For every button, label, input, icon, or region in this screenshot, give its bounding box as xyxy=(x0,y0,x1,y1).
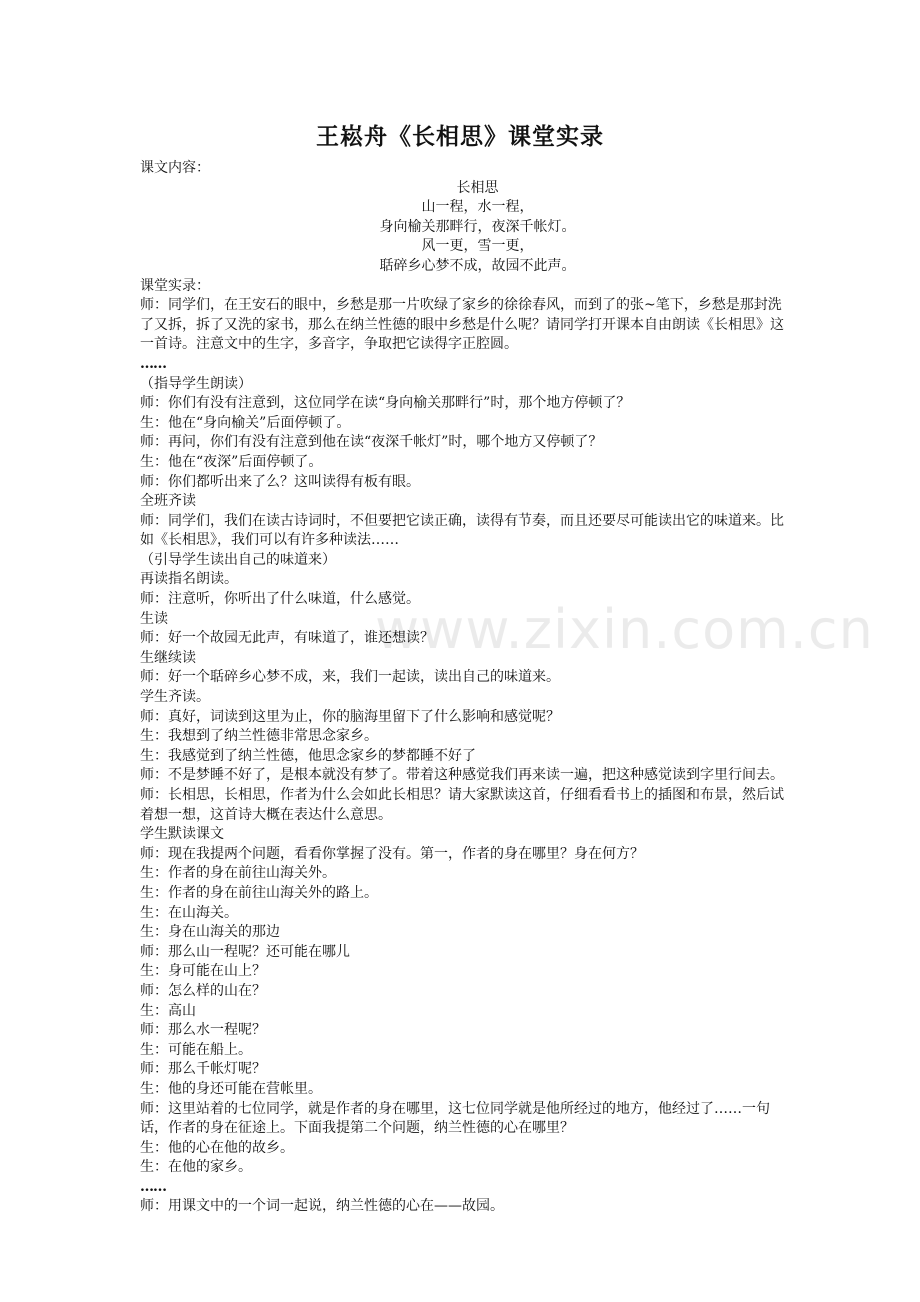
transcript-paragraph: 生：作者的身在前往山海关外的路上。 xyxy=(140,884,378,901)
transcript-paragraph: 师：同学们，在王安石的眼中，乡愁是那一片吹绿了家乡的徐徐春风，而到了的张~笔下，乡愁是那封洗了又拆，拆了又洗的家书，那么在纳兰性德的眼中乡愁是什么呢？请同学打开课本自由朗读《长相思》这一首诗。注意文中的生字，多音字，争取把它读得字正腔圆。 xyxy=(140,297,784,353)
ellipsis-line: …… xyxy=(140,1178,166,1195)
transcript-paragraph: 师：再问，你们有没有注意到他在读“夜深千帐灯”时，哪个地方又停顿了？ xyxy=(140,434,603,451)
transcript-paragraph: 生：他在“身向榆关”后面停顿了。 xyxy=(140,414,351,431)
transcript-paragraph: 师：注意听，你听出了什么味道，什么感觉。 xyxy=(140,591,420,608)
transcript-paragraph: 学生齐读。 xyxy=(140,689,210,706)
transcript-paragraph: 师：用课文中的一个词一起说，纳兰性德的心在——故园。 xyxy=(140,1198,504,1215)
transcript-paragraph: 生：高山 xyxy=(140,1002,196,1019)
watermark: www.zixin.com.cn xyxy=(375,598,874,661)
transcript-paragraph: 师：那么山一程呢？还可能在哪儿 xyxy=(140,943,350,960)
document-body xyxy=(140,159,874,1217)
transcript-paragraph: 全班齐读 xyxy=(140,493,196,510)
transcript-paragraph: 师：好一个故园无此声，有味道了，谁还想读？ xyxy=(140,630,434,647)
poem-line: 身向榆关那畔行，夜深千帐灯。 xyxy=(379,218,576,235)
poem-title: 长相思 xyxy=(456,179,499,196)
document-title: 王崧舟《长相思》课堂实录 xyxy=(316,124,604,150)
transcript-paragraph: 师：那么水一程呢？ xyxy=(140,1022,266,1039)
transcript-paragraph: 师：你们都听出来了么？这叫读得有板有眼。 xyxy=(140,473,420,490)
transcript-paragraph: 生：在山海关。 xyxy=(140,904,238,921)
transcript-paragraph: 生：作者的身在前往山海关外。 xyxy=(140,865,336,882)
transcript-paragraph: 生：他在“夜深”后面停顿了。 xyxy=(140,453,323,470)
transcript-paragraph: 师：不是梦睡不好了，是根本就没有梦了。带着这种感觉我们再来读一遍，把这种感觉读到字里行间去。 xyxy=(140,767,784,784)
transcript-paragraph: 再读指名朗读。 xyxy=(140,571,238,588)
poem-block xyxy=(140,179,785,277)
transcript-paragraph: 生：他的身还可能在营帐里。 xyxy=(140,1080,322,1097)
transcript-paragraph: 生读 xyxy=(140,610,168,627)
transcript-paragraph: 师：现在我提两个问题，看看你掌握了没有。第一，作者的身在哪里？身在何方？ xyxy=(140,845,644,862)
transcript-paragraph: 师：怎么样的山在？ xyxy=(140,982,266,999)
poem-line: 山一程，水一程， xyxy=(421,199,534,216)
transcript-paragraph: 师：同学们，我们在读古诗词时，不但要把它读正确，读得有节奏，而且还要尽可能读出它的味道来。比如《长相思》，我们可以有许多种读法…… xyxy=(140,512,784,549)
transcript-paragraph: 生：我想到了纳兰性德非常思念家乡。 xyxy=(140,728,378,745)
transcript-paragraph: 生：在他的家乡。 xyxy=(140,1159,252,1176)
section-label-record: 课堂实录： xyxy=(140,277,210,294)
transcript-paragraph: 生：他的心在他的故乡。 xyxy=(140,1139,294,1156)
transcript-paragraph: 师：这里站着的七位同学，就是作者的身在哪里，这七位同学就是他所经过的地方，他经过了……一句话，作者的身在征途上。下面我提第二个问题，纳兰性德的心在哪里？ xyxy=(140,1100,770,1137)
transcript-paragraph: 师：真好，词读到这里为止，你的脑海里留下了什么影响和感觉呢？ xyxy=(140,708,560,725)
transcript-paragraph: 生：可能在船上。 xyxy=(140,1041,252,1058)
ellipsis-line: …… xyxy=(140,355,166,372)
transcript-paragraph: 生继续读 xyxy=(140,649,196,666)
poem-line: 聒碎乡心梦不成，故园不此声。 xyxy=(379,257,576,274)
transcript-paragraph: 生：身可能在山上？ xyxy=(140,963,266,980)
transcript-paragraph: 师：好一个聒碎乡心梦不成，来，我们一起读，读出自己的味道来。 xyxy=(140,669,560,686)
transcript-paragraph: 师：你们有没有注意到，这位同学在读“身向榆关那畔行”时，那个地方停顿了？ xyxy=(140,395,631,412)
transcript-paragraph: （指导学生朗读） xyxy=(140,375,252,392)
section-label-content: 课文内容： xyxy=(140,160,210,176)
transcript xyxy=(140,296,874,1217)
transcript-paragraph: 生：我感觉到了纳兰性德，他思念家乡的梦都睡不好了 xyxy=(140,747,476,764)
poem-line: 风一更，雪一更， xyxy=(421,238,534,255)
transcript-paragraph: （引导学生读出自己的味道来） xyxy=(140,551,336,568)
transcript-paragraph: 师：那么千帐灯呢？ xyxy=(140,1061,266,1078)
transcript-paragraph: 学生默读课文 xyxy=(140,826,224,843)
transcript-paragraph: 师：长相思，长相思，作者为什么会如此长相思？请大家默读这首，仔细看看书上的插图和布景，然后试着想一想，这首诗大概在表达什么意思。 xyxy=(140,787,784,823)
transcript-paragraph: 生：身在山海关的那边 xyxy=(140,924,280,941)
